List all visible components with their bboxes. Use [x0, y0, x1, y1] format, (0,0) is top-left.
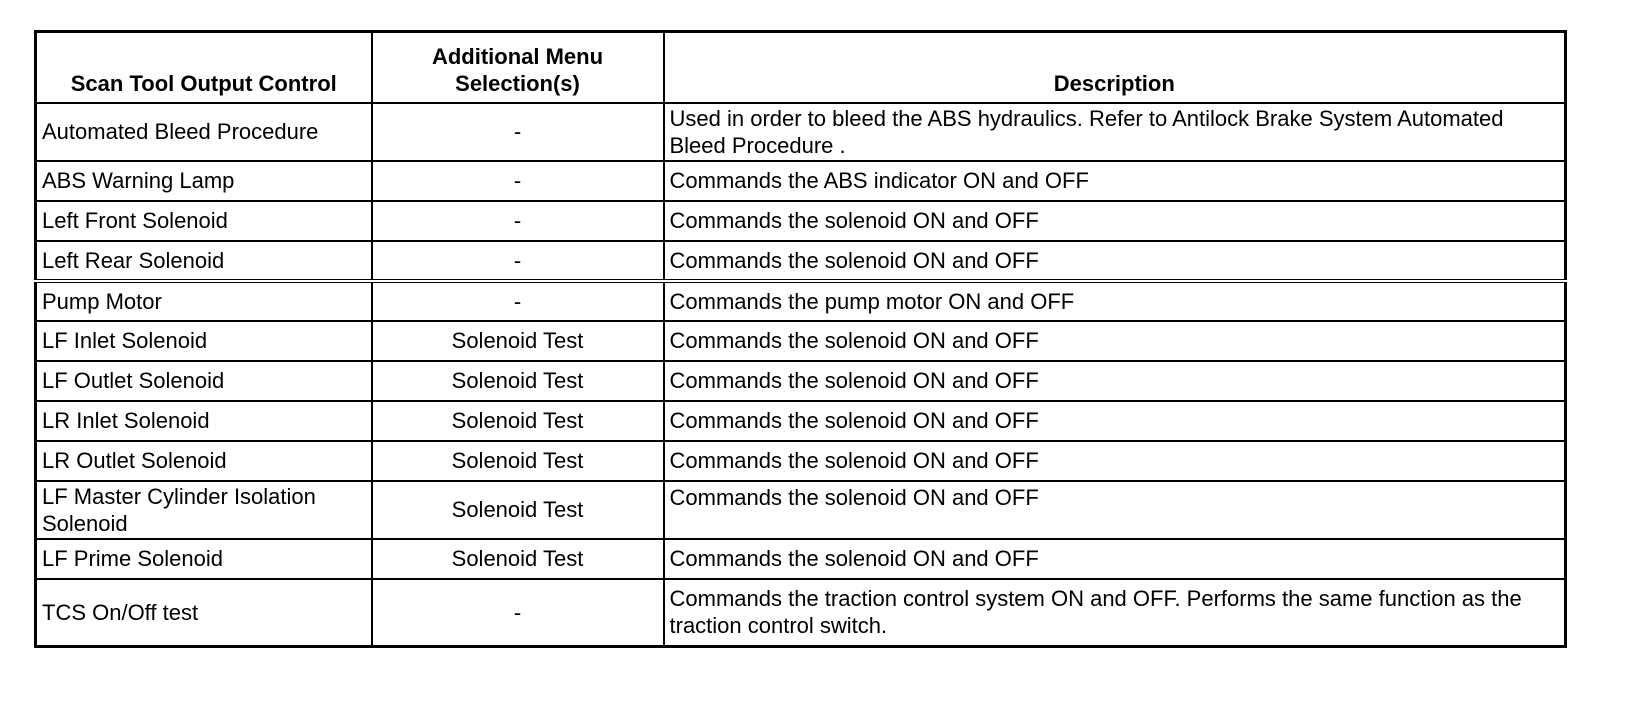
cell-menu-selection: -: [372, 579, 664, 647]
table-row: [36, 401, 1566, 441]
cell-menu-selection: -: [372, 201, 664, 241]
table-row: [36, 201, 1566, 241]
cell-description: Commands the solenoid ON and OFF: [664, 441, 1566, 481]
cell-description: Commands the solenoid ON and OFF: [664, 241, 1566, 281]
cell-output-control: LR Inlet Solenoid: [36, 401, 372, 441]
cell-menu-selection: Solenoid Test: [372, 539, 664, 579]
cell-description: Commands the solenoid ON and OFF: [664, 481, 1566, 539]
table-row: [36, 321, 1566, 361]
cell-output-control: LF Prime Solenoid: [36, 539, 372, 579]
cell-description: Commands the solenoid ON and OFF: [664, 201, 1566, 241]
table-row: [36, 103, 1566, 161]
cell-menu-selection: Solenoid Test: [372, 481, 664, 539]
cell-output-control: LF Outlet Solenoid: [36, 361, 372, 401]
cell-description: Commands the solenoid ON and OFF: [664, 361, 1566, 401]
output-control-table: [34, 30, 1567, 648]
cell-output-control: LF Master Cylinder Isolation Solenoid: [36, 481, 372, 539]
cell-output-control: Left Front Solenoid: [36, 201, 372, 241]
cell-description: Commands the traction control system ON and OFF. Performs the same function as the traction control switch.: [664, 579, 1566, 647]
table-row: [36, 281, 1566, 321]
cell-description: Commands the pump motor ON and OFF: [664, 281, 1566, 321]
table-row: [36, 481, 1566, 539]
cell-menu-selection: -: [372, 161, 664, 201]
table-row: [36, 241, 1566, 281]
cell-description: Commands the solenoid ON and OFF: [664, 401, 1566, 441]
cell-output-control: Pump Motor: [36, 281, 372, 321]
cell-description: Commands the solenoid ON and OFF: [664, 539, 1566, 579]
cell-menu-selection: -: [372, 103, 664, 161]
cell-description: Commands the ABS indicator ON and OFF: [664, 161, 1566, 201]
cell-output-control: TCS On/Off test: [36, 579, 372, 647]
table-row: [36, 161, 1566, 201]
header-description: Description: [664, 32, 1566, 103]
table-row: [36, 361, 1566, 401]
header-output-control: Scan Tool Output Control: [36, 32, 372, 103]
table-row: [36, 539, 1566, 579]
cell-output-control: LR Outlet Solenoid: [36, 441, 372, 481]
cell-menu-selection: Solenoid Test: [372, 361, 664, 401]
table-row: [36, 579, 1566, 647]
table-header-row: [36, 32, 1566, 103]
cell-description: Commands the solenoid ON and OFF: [664, 321, 1566, 361]
cell-output-control: Automated Bleed Procedure: [36, 103, 372, 161]
cell-menu-selection: -: [372, 241, 664, 281]
cell-menu-selection: Solenoid Test: [372, 321, 664, 361]
output-control-table-container: [34, 30, 1564, 648]
cell-menu-selection: Solenoid Test: [372, 441, 664, 481]
cell-output-control: LF Inlet Solenoid: [36, 321, 372, 361]
header-menu-selection: Additional Menu Selection(s): [372, 32, 664, 103]
cell-output-control: ABS Warning Lamp: [36, 161, 372, 201]
cell-menu-selection: Solenoid Test: [372, 401, 664, 441]
cell-output-control: Left Rear Solenoid: [36, 241, 372, 281]
table-row: [36, 441, 1566, 481]
cell-description: Used in order to bleed the ABS hydraulics. Refer to Antilock Brake System Automated Bleed Procedure .: [664, 103, 1566, 161]
cell-menu-selection: -: [372, 281, 664, 321]
